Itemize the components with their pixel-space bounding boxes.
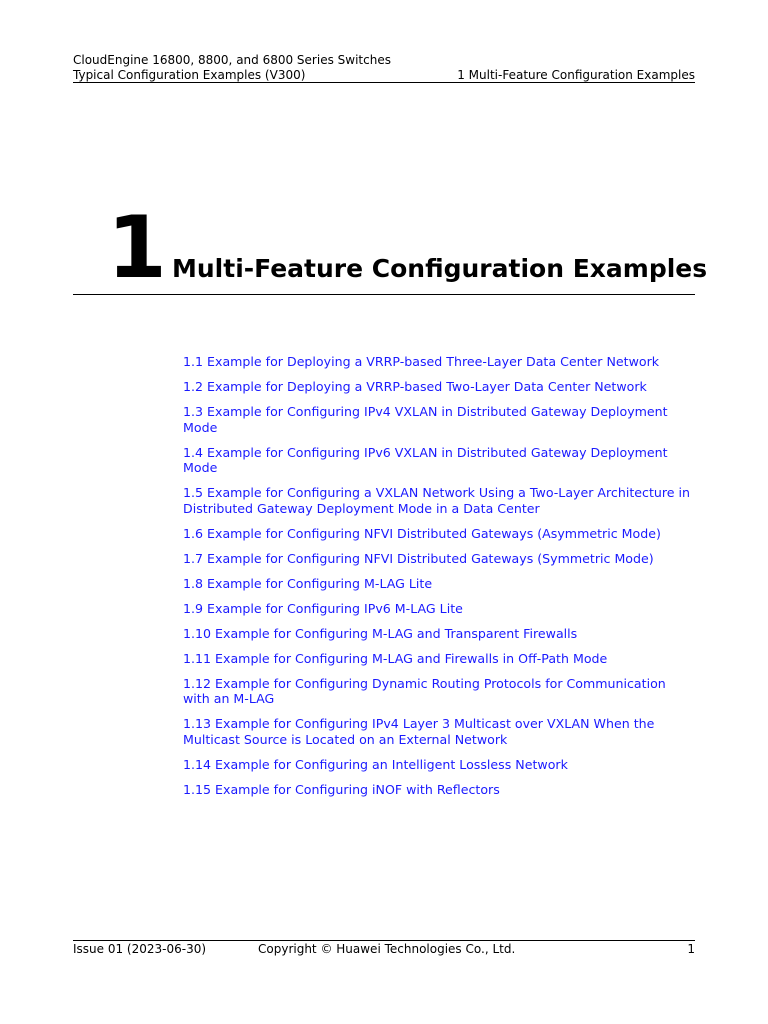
toc-link-1-10[interactable]: 1.10 Example for Configuring M-LAG and Transparent Firewalls [183,625,578,641]
toc-item [183,404,695,435]
toc-link-1-6[interactable]: 1.6 Example for Configuring NFVI Distributed Gateways (Asymmetric Mode) [183,525,661,541]
toc-link-1-3[interactable]: 1.3 Example for Configuring IPv4 VXLAN in Distributed Gateway Deployment Mode [183,404,668,435]
toc-link-1-11[interactable]: 1.11 Example for Configuring M-LAG and Firewalls in Off-Path Mode [183,650,608,666]
toc-item [183,379,695,395]
toc-link-1-8[interactable]: 1.8 Example for Configuring M-LAG Lite [183,575,433,591]
toc-item [183,354,695,370]
toc-item [183,551,695,567]
header-divider [73,82,695,83]
toc-link-1-5[interactable]: 1.5 Example for Configuring a VXLAN Network Using a Two-Layer Architecture in Distributed Gateway Deployment Mode in a Data Center [183,485,690,516]
toc-item [183,485,695,516]
page-header [73,53,695,83]
header-chapter-reference: 1 Multi-Feature Configuration Examples [457,68,695,82]
chapter-heading [73,198,708,298]
footer-divider [73,940,695,941]
toc-link-1-2[interactable]: 1.2 Example for Deploying a VRRP-based Two-Layer Data Center Network [183,379,647,394]
toc-item [183,716,695,747]
footer-copyright: Copyright © Huawei Technologies Co., Ltd. [258,942,516,956]
toc-item [183,626,695,642]
toc-link-1-12[interactable]: 1.12 Example for Configuring Dynamic Routing Protocols for Communication with an M-LAG [183,675,666,706]
toc-link-1-1[interactable]: 1.1 Example for Deploying a VRRP-based Three-Layer Data Center Network [183,354,660,369]
toc-item [183,757,695,773]
toc-link-1-9[interactable]: 1.9 Example for Configuring IPv6 M-LAG Lite [183,600,463,616]
chapter-number: 1 [107,198,165,298]
toc-link-1-14[interactable]: 1.14 Example for Configuring an Intelligent Lossless Network [183,756,568,772]
table-of-contents [183,354,695,807]
toc-link-1-13[interactable]: 1.13 Example for Configuring IPv4 Layer 3 Multicast over VXLAN When the Multicast Source is Located on an External Network [183,716,655,747]
toc-item [183,601,695,617]
header-document-title: Typical Configuration Examples (V300) [73,68,306,82]
toc-item [183,576,695,592]
toc-link-1-4[interactable]: 1.4 Example for Configuring IPv6 VXLAN in Distributed Gateway Deployment Mode [183,444,668,475]
chapter-title: Multi-Feature Configuration Examples [172,254,708,283]
toc-item [183,651,695,667]
toc-item [183,676,695,707]
toc-link-1-7[interactable]: 1.7 Example for Configuring NFVI Distributed Gateways (Symmetric Mode) [183,550,654,566]
toc-item [183,445,695,476]
footer-issue: Issue 01 (2023-06-30) [73,942,207,956]
chapter-divider [73,294,695,295]
header-product-name: CloudEngine 16800, 8800, and 6800 Series Switches [73,53,391,67]
toc-item [183,526,695,542]
toc-link-1-15[interactable]: 1.15 Example for Configuring iNOF with Reflectors [183,781,500,797]
footer-page-number: 1 [687,942,695,956]
toc-item [183,782,695,798]
